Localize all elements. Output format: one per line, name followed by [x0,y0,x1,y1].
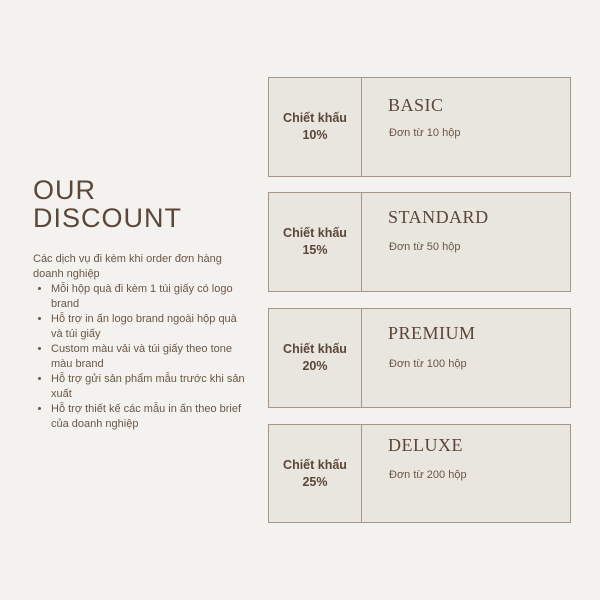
tier-name: DELUXE [388,435,463,455]
list-item: • Mỗi hộp quà đi kèm 1 túi giấy có logo brand [51,282,248,312]
list-item: • Hỗ trợ thiết kế các mẫu in ấn theo brief của doanh nghiệp [51,402,248,432]
tier-info [362,193,570,291]
tier-card-deluxe [268,424,571,523]
services-list [33,282,248,432]
discount-cell [269,309,362,407]
discount-percent: 15% [302,243,328,257]
title-line-2: DISCOUNT [33,203,182,233]
tier-card-standard [268,192,571,292]
discount-cell [269,78,362,176]
discount-percent: 20% [302,359,328,373]
tier-range: Đơn từ 100 hộp [389,358,467,370]
discount-label: Chiết khấu [283,226,347,240]
list-item: • Custom màu vải và túi giấy theo tone màu brand [51,342,248,372]
tier-range: Đơn từ 10 hộp [389,127,461,139]
list-item: • Hỗ trợ gửi sản phẩm mẫu trước khi sản xuất [51,372,248,402]
services-description [33,252,248,432]
tier-name: BASIC [388,95,444,115]
discount-cell [269,193,362,291]
tier-name: PREMIUM [388,323,476,343]
discount-label: Chiết khấu [283,457,347,472]
discount-percent: 25% [302,474,328,489]
tier-info [362,78,570,176]
tier-range: Đơn từ 50 hộp [389,241,461,253]
tier-info [362,425,570,522]
discount-percent: 10% [302,128,328,142]
list-item: • Hỗ trợ in ấn logo brand ngoài hộp quà và túi giấy [51,312,248,342]
page-title [33,176,182,232]
tier-info [362,309,570,407]
discount-label: Chiết khấu [283,342,347,356]
discount-cell [269,425,362,522]
tier-name: STANDARD [388,207,489,227]
title-line-1: OUR [33,175,96,205]
discount-label: Chiết khấu [283,111,347,125]
tier-range: Đơn từ 200 hộp [389,469,467,481]
services-intro: Các dịch vụ đi kèm khi order đơn hàng doanh nghiệp [33,253,222,280]
tier-card-premium [268,308,571,408]
tier-card-basic [268,77,571,177]
